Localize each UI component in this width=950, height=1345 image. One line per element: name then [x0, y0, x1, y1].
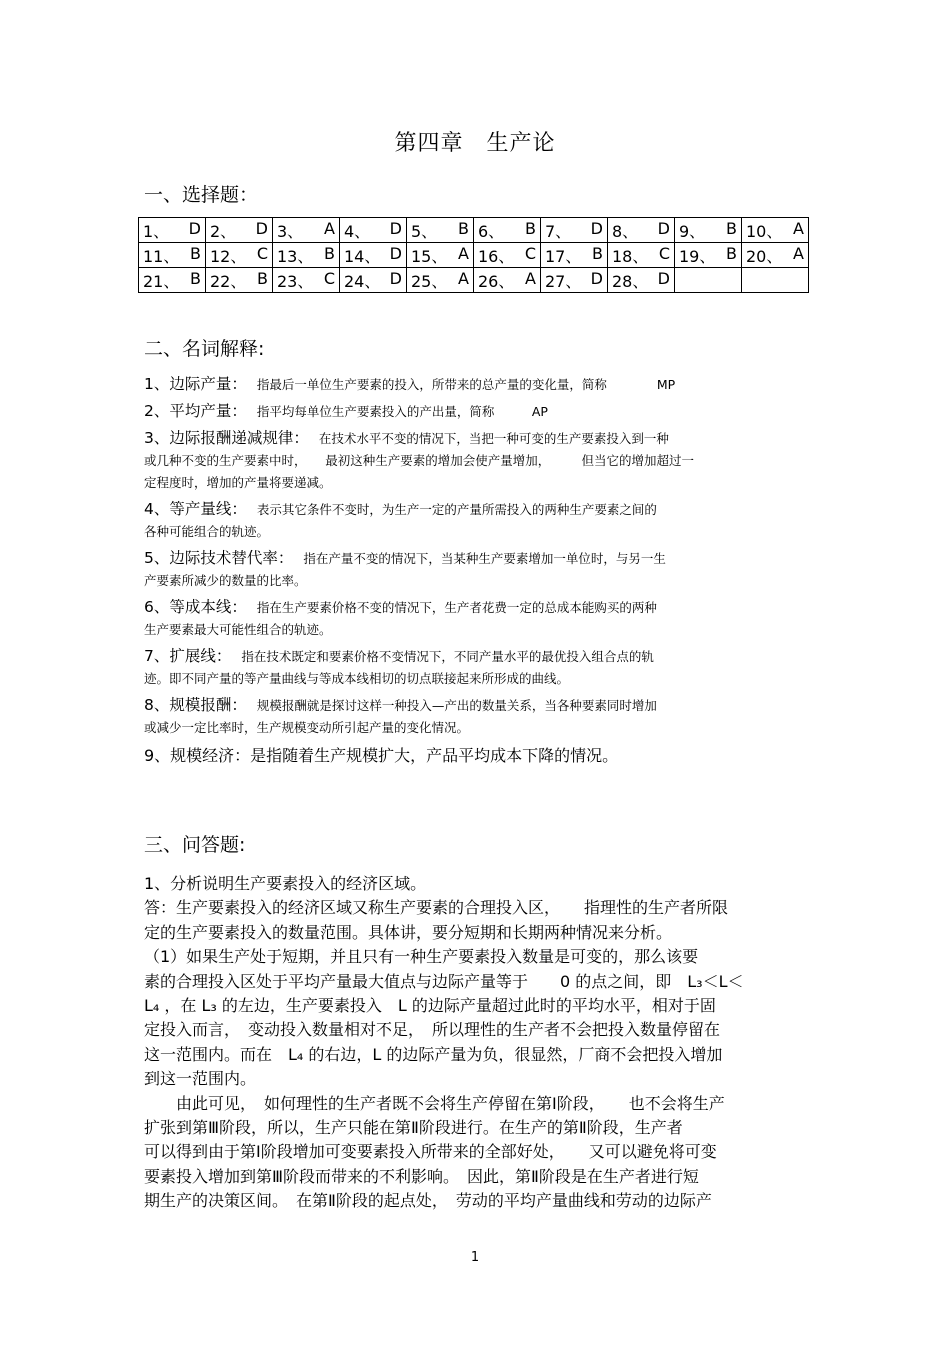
answer-cell: [675, 268, 742, 293]
qa-line: 这一范围内。而在 L₄ 的右边，L 的边际产量为负，很显然，厂商不会把投入增加: [144, 1044, 723, 1064]
answer-cell: [675, 218, 742, 243]
answer-cell: [139, 243, 206, 268]
answer-letter: B: [726, 243, 737, 263]
answer-letter: A: [793, 218, 804, 238]
answer-letter: B: [257, 268, 268, 288]
question-number: 6、: [478, 221, 505, 241]
definition-text: 生产要素最大可能性组合的轨迹。: [144, 622, 332, 637]
question-number: 5、: [411, 221, 438, 241]
definition-term: 8、规模报酬：: [144, 696, 247, 714]
answer-cell: [206, 218, 273, 243]
answer-letter: D: [657, 268, 670, 288]
answer-row: [139, 243, 809, 268]
answer-cell: [742, 218, 809, 243]
answer-cell: [340, 243, 407, 268]
definition-term: 4、等产量线：: [144, 500, 247, 518]
answer-letter: D: [389, 243, 402, 263]
answer-letter: B: [592, 243, 603, 263]
question-number: 18、: [612, 246, 649, 266]
answer-cell: [608, 218, 675, 243]
answer-cell: [407, 218, 474, 243]
question-number: 25、: [411, 271, 448, 291]
answer-cell: [742, 243, 809, 268]
definition-text: 指最后一单位生产要素的投入，所带来的总产量的变化量，简称 MP: [256, 377, 676, 392]
definition-item: [144, 694, 804, 739]
qa-line: 素的合理投入区处于平均产量最大值点与边际产量等于 0 的点之间，即 L₃＜L＜: [144, 971, 744, 991]
answer-letter: D: [657, 218, 670, 238]
answer-letter: A: [793, 243, 804, 263]
answer-cell: [541, 218, 608, 243]
answer-letter: B: [190, 268, 201, 288]
answer-cell: [474, 268, 541, 293]
definition-text: 产要素所减少的数量的比率。: [144, 573, 307, 588]
answer-letter: D: [188, 218, 201, 238]
qa-line: 定的生产要素投入的数量范围。具体讲，要分短期和长期两种情况来分析。: [144, 922, 673, 942]
answer-cell: [541, 268, 608, 293]
definition-item: [144, 498, 804, 543]
answer-cell: [273, 268, 340, 293]
question-number: 2、: [210, 221, 237, 241]
qa-line: 到这一范围内。: [144, 1069, 257, 1089]
answer-cell: [541, 243, 608, 268]
answer-letter: C: [256, 243, 268, 263]
answer-cell: [608, 243, 675, 268]
qa-line: 期生产的决策区间。 在第Ⅱ阶段的起点处， 劳动的平均产量曲线和劳动的边际产: [144, 1191, 712, 1211]
qa-line: 扩张到第Ⅲ阶段，所以，生产只能在第Ⅱ阶段进行。在生产的第Ⅱ阶段，生产者: [144, 1118, 683, 1138]
answer-cell: [407, 243, 474, 268]
answer-cell: [206, 243, 273, 268]
question-number: 15、: [411, 246, 448, 266]
question-number: 17、: [545, 246, 582, 266]
qa-line: 定投入而言， 变动投入数量相对不足， 所以理性的生产者不会把投入数量停留在: [144, 1020, 721, 1040]
definition-text: 在技术水平不变的情况下，当把一种可变的生产要素投入到一种: [318, 431, 669, 446]
definition-text: 指平均每单位生产要素投入的产出量，简称 AP: [256, 404, 548, 419]
question-number: 21、: [143, 271, 180, 291]
question-number: 13、: [277, 246, 314, 266]
answer-letter: B: [190, 243, 201, 263]
section-heading-terms: 二、名词解释:: [144, 338, 265, 360]
question-number: 12、: [210, 246, 247, 266]
qa-line: L₄ ，在 L₃ 的左边，生产要素投入 L 的边际产量超过此时的平均水平，相对于固: [144, 996, 716, 1016]
qa-line: 1、分析说明生产要素投入的经济区域。: [144, 874, 427, 893]
question-number: 16、: [478, 246, 515, 266]
definition-text: 指在技术既定和要素价格不变情况下，不同产量水平的最优投入组合点的轨: [241, 649, 654, 664]
question-number: 11、: [143, 246, 180, 266]
question-number: 10、: [746, 221, 783, 241]
question-number: 24、: [344, 271, 381, 291]
answer-cell: [139, 218, 206, 243]
question-number: 26、: [478, 271, 515, 291]
answer-table: [138, 217, 809, 293]
question-number: 22、: [210, 271, 247, 291]
definition-item: [144, 645, 804, 690]
question-number: 23、: [277, 271, 314, 291]
definition-text: 或减少一定比率时，生产规模变动所引起产量的变化情况。: [144, 720, 470, 735]
definition-term: 1、边际产量：: [144, 375, 247, 393]
answer-letter: D: [255, 218, 268, 238]
qa-body: [144, 872, 804, 1214]
definition-text: 指在产量不变的情况下，当某种生产要素增加一单位时，与另一生: [303, 551, 666, 566]
question-number: 3、: [277, 221, 304, 241]
answer-letter: C: [524, 243, 536, 263]
definition-text: 表示其它条件不变时，为生产一定的产量所需投入的两种生产要素之间的: [256, 502, 657, 517]
definitions-list: [144, 373, 804, 766]
definition-term: 3、边际报酬递减规律：: [144, 429, 309, 447]
answer-cell: [340, 268, 407, 293]
answer-cell: [608, 268, 675, 293]
answer-cell: [742, 268, 809, 293]
answer-letter: B: [458, 218, 469, 238]
chapter-title: 第四章 生产论: [394, 131, 556, 156]
definition-item: [144, 373, 804, 396]
answer-letter: A: [324, 218, 335, 238]
answer-letter: A: [458, 268, 469, 288]
answer-cell: [139, 268, 206, 293]
question-number: 4、: [344, 221, 371, 241]
definition-item: [144, 547, 804, 592]
definition-item: [144, 596, 804, 641]
definition-text: 定程度时，增加的产量将要递减。: [144, 475, 332, 490]
answer-letter: D: [590, 268, 603, 288]
definition-text: 迹。即不同产量的等产量曲线与等成本线相切的切点联接起来所形成的曲线。: [144, 671, 570, 686]
answer-letter: B: [726, 218, 737, 238]
answer-row: [139, 218, 809, 243]
definition-text: 指在生产要素价格不变的情况下，生产者花费一定的总成本能购买的两种: [256, 600, 657, 615]
question-number: 27、: [545, 271, 582, 291]
answer-letter: C: [658, 243, 670, 263]
answer-letter: D: [389, 268, 402, 288]
question-number: 9、: [679, 221, 706, 241]
answer-cell: [407, 268, 474, 293]
section-heading-qa: 三、问答题:: [144, 834, 246, 856]
definition-term: 6、等成本线：: [144, 598, 247, 616]
definition-text: 各种可能组合的轨迹。: [144, 524, 270, 539]
answer-cell: [273, 243, 340, 268]
answer-letter: B: [525, 218, 536, 238]
page-number: 1: [470, 1250, 480, 1265]
answer-cell: [474, 218, 541, 243]
definition-term: 2、平均产量：: [144, 402, 247, 420]
definition-text: 规模报酬就是探讨这样一种投入—产出的数量关系，当各种要素同时增加: [256, 698, 657, 713]
answer-cell: [273, 218, 340, 243]
answer-row: [139, 268, 809, 293]
question-number: 14、: [344, 246, 381, 266]
definition-item: [144, 400, 804, 423]
section-heading-choice: 一、选择题：: [144, 184, 259, 206]
answer-letter: D: [590, 218, 603, 238]
answer-letter: A: [525, 268, 536, 288]
definition-item: [144, 427, 804, 494]
answer-cell: [206, 268, 273, 293]
definition-term: 5、边际技术替代率：: [144, 549, 294, 567]
question-number: 8、: [612, 221, 639, 241]
definition-term: 7、扩展线：: [144, 647, 232, 665]
qa-line: 由此可见， 如何理性的生产者既不会将生产停留在第Ⅰ阶段， 也不会将生产: [144, 1093, 725, 1113]
answer-cell: [340, 218, 407, 243]
answer-cell: [675, 243, 742, 268]
answer-cell: [474, 243, 541, 268]
qa-line: 答：生产要素投入的经济区域又称生产要素的合理投入区， 指理性的生产者所限: [144, 898, 729, 918]
answer-letter: B: [324, 243, 335, 263]
question-number: 19、: [679, 246, 716, 266]
question-number: 1、: [143, 221, 170, 241]
answer-letter: A: [458, 243, 469, 263]
question-number: 7、: [545, 221, 572, 241]
qa-line: 要素投入增加到第Ⅲ阶段而带来的不利影响。 因此，第Ⅱ阶段是在生产者进行短: [144, 1166, 699, 1186]
question-number: 20、: [746, 246, 783, 266]
question-number: 28、: [612, 271, 649, 291]
definition-item: 9、规模经济：是指随着生产规模扩大，产品平均成本下降的情况。: [144, 746, 619, 765]
answer-letter: D: [389, 218, 402, 238]
qa-line: （1）如果生产处于短期，并且只有一种生产要素投入数量是可变的，那么该要: [144, 947, 699, 967]
qa-line: 可以得到由于第Ⅰ阶段增加可变要素投入所带来的全部好处， 又可以避免将可变: [144, 1142, 717, 1162]
answer-letter: C: [323, 268, 335, 288]
definition-text: 或几种不变的生产要素中时， 最初这种生产要素的增加会使产量增加， 但当它的增加超过一: [144, 453, 695, 468]
